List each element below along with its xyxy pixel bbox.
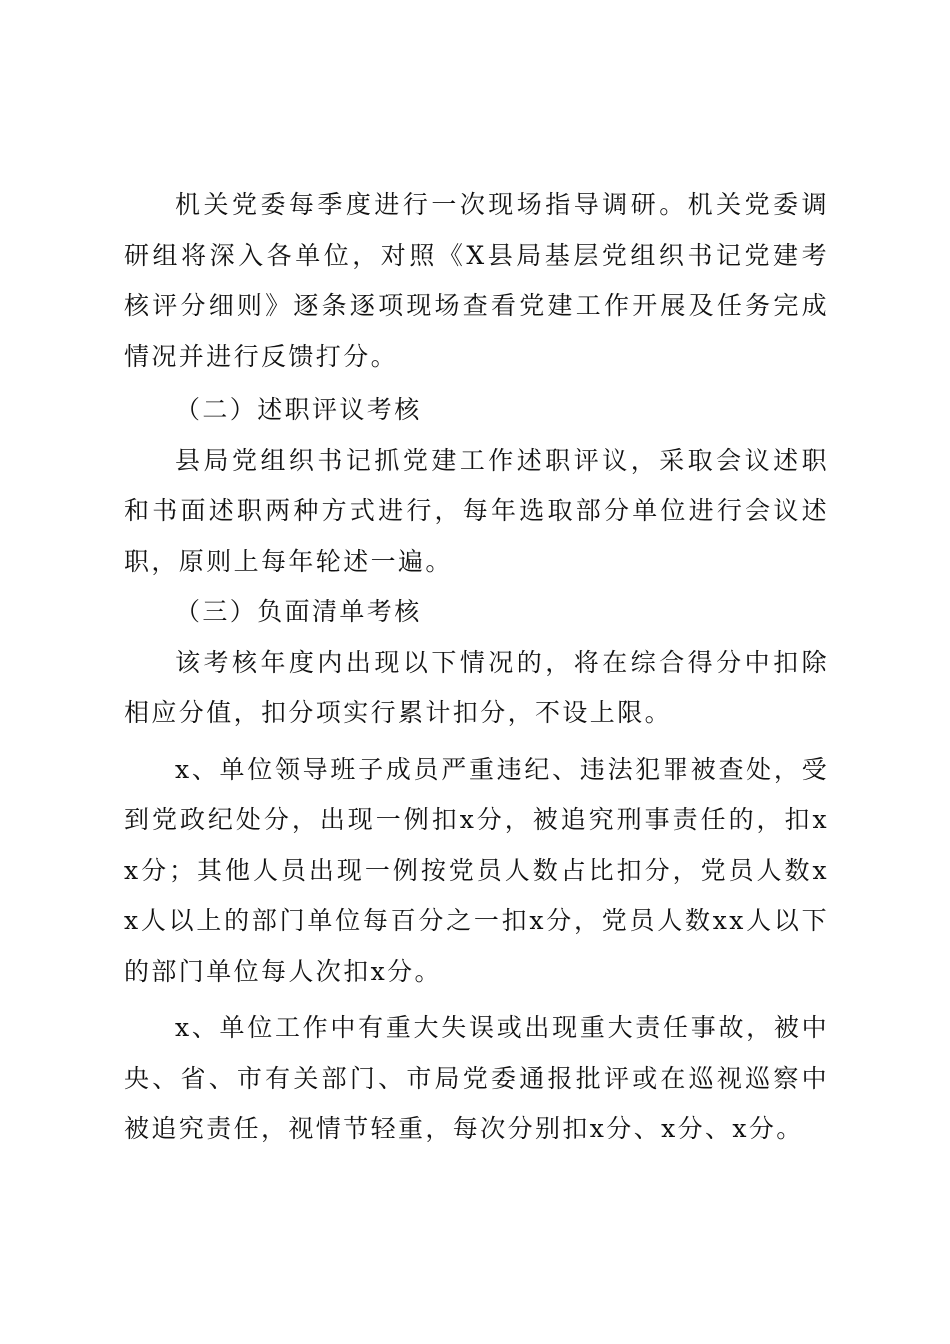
document-body xyxy=(124,180,829,1155)
paragraph-negative-list-intro: 该考核年度内出现以下情况的，将在综合得分中扣除相应分值，扣分项实行累计扣分，不设上限。 xyxy=(124,647,829,727)
paragraph-debriefing-review: 县局党组织书记抓党建工作述职评议，采取会议述职和书面述职两种方式进行，每年选取部分单位进行会议述职，原则上每年轮述一遍。 xyxy=(124,445,829,576)
paragraph-deduction-item-2: x、单位工作中有重大失误或出现重大责任事故，被中央、省、市有关部门、市局党委通报批评或在巡视巡察中被追究责任，视情节轻重，每次分别扣x分、x分、x分。 xyxy=(124,1013,829,1143)
paragraph-deduction-item-1: x、单位领导班子成员严重违纪、违法犯罪被查处，受到党政纪处分，出现一例扣x分，被追究刑事责任的，扣xx分；其他人员出现一例按党员人数占比扣分，党员人数xx人以上的部门单位每百分之一扣x分，党员人数xx人以下的部门单位每人次扣x分。 xyxy=(124,754,829,986)
heading-section-three: （三）负面清单考核 xyxy=(175,597,422,626)
heading-section-two: （二）述职评议考核 xyxy=(175,395,422,424)
paragraph-site-inspection: 机关党委每季度进行一次现场指导调研。机关党委调研组将深入各单位，对照《X县局基层党组织书记党建考核评分细则》逐条逐项现场查看党建工作开展及任务完成情况并进行反馈打分。 xyxy=(124,190,829,371)
